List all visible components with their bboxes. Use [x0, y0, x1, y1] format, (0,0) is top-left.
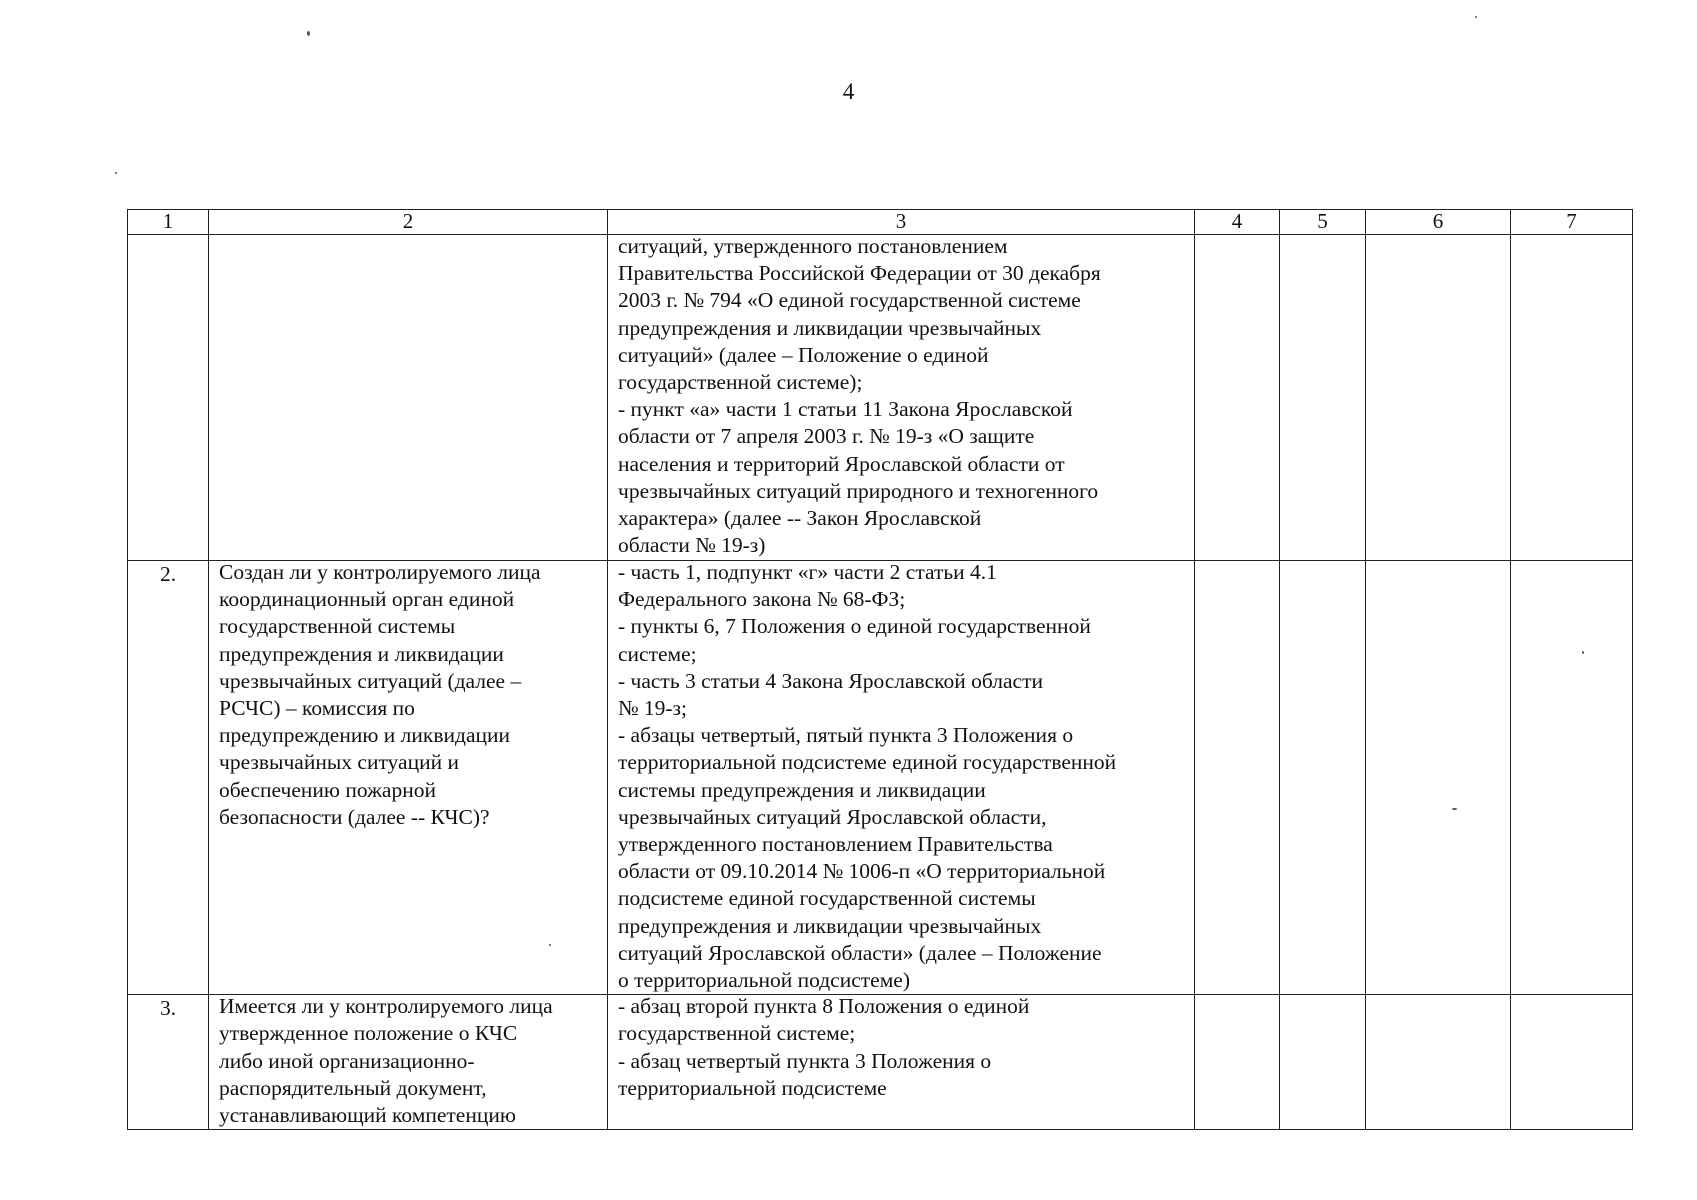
cell-text-line: либо иной организационно-	[219, 1048, 475, 1073]
empty-cell	[1280, 995, 1366, 1130]
empty-cell	[1511, 235, 1633, 561]
cell-text-line: обеспечению пожарной	[219, 777, 436, 802]
column-header: 7	[1511, 210, 1633, 235]
cell-text-line: государственной системе;	[618, 1021, 856, 1046]
cell-text-line: ситуаций Ярославской области» (далее – Положение	[618, 940, 1102, 965]
cell-text-line: Создан ли у контролируемого лица	[219, 560, 541, 584]
empty-cell	[1366, 235, 1511, 561]
column-header: 3	[608, 210, 1195, 235]
cell-text-line: предупреждения и ликвидации	[219, 641, 504, 666]
cell-text-line: системы предупреждения и ликвидации	[618, 777, 986, 802]
cell-text-line: Имеется ли у контролируемого лица	[219, 994, 553, 1019]
table-header-row	[128, 210, 1633, 235]
column-header: 5	[1280, 210, 1366, 235]
cell-text-line: распорядительный документ,	[219, 1075, 487, 1100]
cell-text-line: государственной системы	[219, 614, 456, 639]
cell-text-line: - абзац второй пункта 8 Положения о единой	[618, 994, 1030, 1019]
cell-text-line: чрезвычайных ситуаций (далее –	[219, 668, 522, 693]
cell-text-line: государственной системе);	[618, 370, 863, 395]
cell-text-line: системе;	[618, 641, 697, 666]
question-cell	[209, 561, 608, 995]
cell-text-line: ситуаций, утвержденного постановлением	[618, 234, 1008, 258]
scan-speck	[1582, 651, 1584, 654]
cell-text-line: - часть 3 статьи 4 Закона Ярославской области	[618, 668, 1043, 693]
cell-text-line: безопасности (далее -- КЧС)?	[219, 804, 490, 829]
cell-text-line: - часть 1, подпункт «г» части 2 статьи 4.1	[618, 560, 997, 584]
cell-text-line: предупреждению и ликвидации	[219, 723, 511, 748]
column-header: 1	[128, 210, 209, 235]
cell-text-line: № 19-з;	[618, 696, 688, 721]
legal-basis-cell	[608, 235, 1195, 561]
cell-text-line: чрезвычайных ситуаций Ярославской области,	[618, 804, 1047, 829]
row-number: 2.	[159, 562, 177, 586]
cell-text-line: - пункт «а» части 1 статьи 11 Закона Ярославской	[618, 397, 1073, 422]
scan-speck	[115, 172, 117, 174]
empty-cell	[1511, 561, 1633, 995]
checklist-table	[127, 209, 1633, 1130]
column-header: 2	[209, 210, 608, 235]
scan-speck	[307, 31, 310, 36]
cell-text-line: РСЧС) – комиссия по	[219, 696, 415, 721]
cell-text-line: области от 09.10.2014 № 1006-п «О территориальной	[618, 859, 1106, 884]
table-row	[128, 235, 1633, 561]
table-row	[128, 561, 1633, 995]
cell-text-line: области от 7 апреля 2003 г. № 19-з «О защите	[618, 424, 1035, 449]
cell-text-line: - абзац четвертый пункта 3 Положения о	[618, 1048, 992, 1073]
table-row	[128, 995, 1633, 1130]
cell-text-line: 2003 г. № 794 «О единой государственной системе	[618, 288, 1081, 313]
empty-cell	[1366, 561, 1511, 995]
question-cell	[209, 995, 608, 1130]
scan-speck	[549, 944, 551, 946]
empty-cell	[1195, 235, 1280, 561]
cell-text-line: предупреждения и ликвидации чрезвычайных	[618, 315, 1042, 340]
cell-text-line: территориальной подсистеме	[618, 1075, 887, 1100]
cell-text-line: утвержденного постановлением Правительства	[618, 832, 1053, 857]
cell-text-line: чрезвычайных ситуаций природного и техногенного	[618, 478, 1099, 503]
empty-cell	[1366, 995, 1511, 1130]
cell-text-line: характера» (далее -- Закон Ярославской	[618, 506, 982, 531]
cell-text-line: Федерального закона № 68-ФЗ;	[618, 587, 906, 612]
page-number: 4	[842, 79, 855, 104]
cell-text-line: утвержденное положение о КЧС	[219, 1021, 518, 1046]
cell-text-line: чрезвычайных ситуаций и	[219, 750, 459, 775]
empty-cell	[1195, 561, 1280, 995]
cell-text-line: подсистеме единой государственной системы	[618, 886, 1036, 911]
row-number-cell	[128, 561, 209, 995]
cell-text-line: координационный орган единой	[219, 587, 515, 612]
legal-basis-cell	[608, 995, 1195, 1130]
cell-text-line: Правительства Российской Федерации от 30 декабря	[618, 261, 1101, 286]
cell-text-line: о территориальной подсистеме)	[618, 968, 911, 993]
cell-text-line: - абзацы четвертый, пятый пункта 3 Положения о	[618, 723, 1074, 748]
empty-cell	[1280, 561, 1366, 995]
scan-speck	[1452, 808, 1457, 810]
empty-cell	[1280, 235, 1366, 561]
question-cell	[209, 235, 608, 561]
cell-text-line: устанавливающий компетенцию	[219, 1103, 516, 1128]
cell-text-line: области № 19-з)	[618, 533, 766, 558]
cell-text-line: территориальной подсистеме единой государственной	[618, 750, 1117, 775]
row-number: 3.	[159, 996, 177, 1021]
column-header: 6	[1366, 210, 1511, 235]
cell-text-line: ситуаций» (далее – Положение о единой	[618, 342, 989, 367]
row-number-cell	[128, 235, 209, 561]
row-number-cell	[128, 995, 209, 1130]
scan-speck	[1475, 16, 1477, 18]
empty-cell	[1511, 995, 1633, 1130]
empty-cell	[1195, 995, 1280, 1130]
cell-text-line: предупреждения и ликвидации чрезвычайных	[618, 913, 1042, 938]
cell-text-line: - пункты 6, 7 Положения о единой государственной	[618, 614, 1091, 639]
column-header: 4	[1195, 210, 1280, 235]
cell-text-line: населения и территорий Ярославской области от	[618, 451, 1065, 476]
legal-basis-cell	[608, 561, 1195, 995]
